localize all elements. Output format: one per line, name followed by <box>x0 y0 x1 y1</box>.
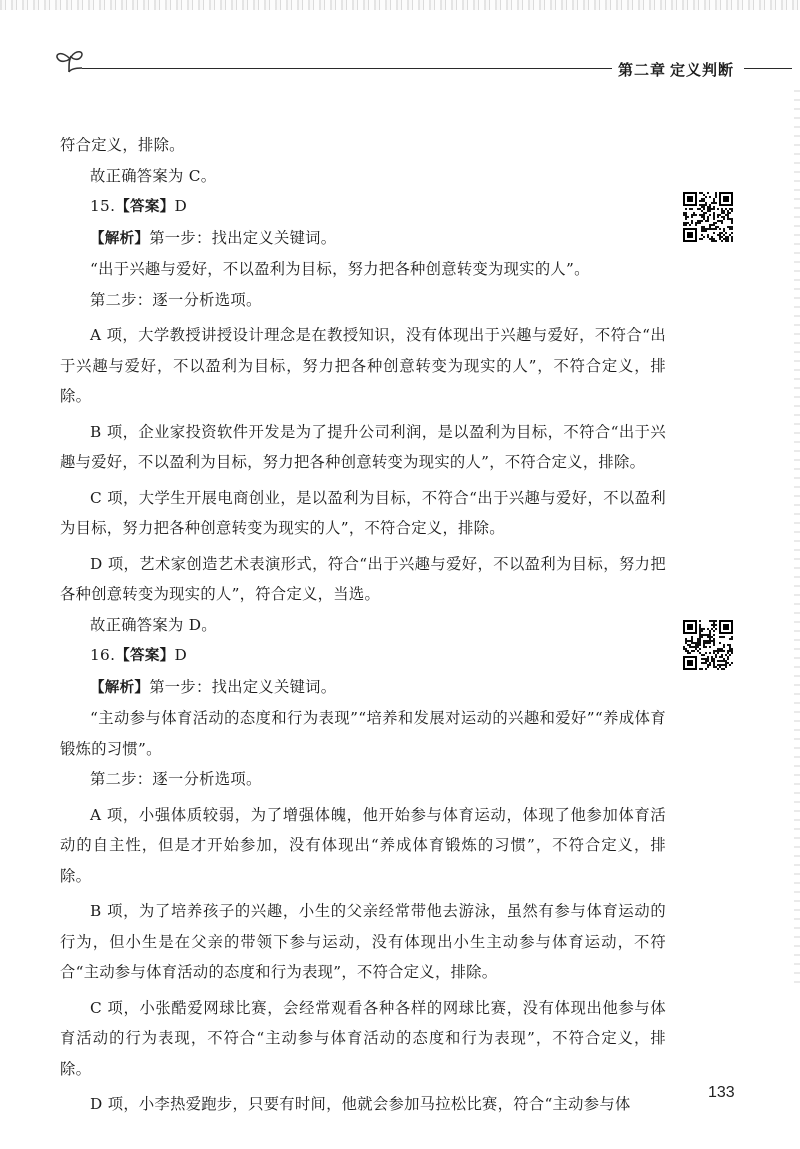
option-c: C 项，大学生开展电商创业，是以盈利为目标，不符合“出于兴趣与爱好，不以盈利为目标，努力把各种创意转变为现实的人”，不符合定义，排除。 <box>60 488 666 537</box>
answer-value: D <box>174 197 188 215</box>
paragraph: 故正确答案为 C。 <box>90 166 217 185</box>
answer-tag: 【答案】 <box>115 648 175 664</box>
definition-keywords: “主动参与体育活动的态度和行为表现”“培养和发展对运动的兴趣和爱好”“养成体育锻炼的习惯”。 <box>60 709 666 758</box>
page-number: 133 <box>708 1084 735 1101</box>
chapter-label: 第二章 <box>618 61 667 79</box>
qr-code-icon[interactable] <box>683 620 733 670</box>
paragraph: 第二步：逐一分析选项。 <box>90 290 262 309</box>
header-rule-right <box>744 68 792 69</box>
answer-line-16 <box>60 640 666 672</box>
option-c: C 项，小张酷爱网球比赛，会经常观看各种各样的网球比赛，没有体现出他参与体育活动的行为表现，不符合“主动参与体育活动的态度和行为表现”，不符合定义，排除。 <box>60 998 666 1078</box>
header-rule <box>82 68 638 69</box>
analysis-tag: 【解析】 <box>90 230 150 247</box>
analysis-line-16 <box>60 672 666 704</box>
option-b: B 项，企业家投资软件开发是为了提升公司利润，是以盈利为目标，不符合“出于兴趣与爱好，不以盈利为目标，努力把各种创意转变为现实的人”，不符合定义，排除。 <box>60 422 666 471</box>
definition-keywords: “出于兴趣与爱好，不以盈利为目标，努力把各种创意转变为现实的人”。 <box>90 260 590 278</box>
running-header <box>52 46 792 86</box>
chapter-heading <box>612 59 792 80</box>
option-a: A 项，小强体质较弱，为了增强体魄，他开始参与体育运动，体现了他参加体育活动的自主性，但是才开始参加，没有体现出“养成体育锻炼的习惯”，不符合定义，排除。 <box>60 805 666 885</box>
paragraph: 符合定义，排除。 <box>60 136 185 154</box>
paragraph: 故正确答案为 D。 <box>90 615 217 634</box>
analysis-text: 第一步：找出定义关键词。 <box>149 677 337 696</box>
answer-tag: 【答案】 <box>115 199 175 215</box>
analysis-text: 第一步：找出定义关键词。 <box>149 228 337 247</box>
analysis-tag: 【解析】 <box>90 679 150 696</box>
option-b: B 项，为了培养孩子的兴趣，小生的父亲经常带他去游泳，虽然有参与体育运动的行为，但小生是在父亲的带领下参与运动，没有体现出小生主动参与体育运动，不符合“主动参与体育活动的态度和行为表现”，不符合定义，排除。 <box>60 902 666 981</box>
option-d: D 项，艺术家创造艺术表演形式，符合“出于兴趣与爱好，不以盈利为目标，努力把各种创意转变为现实的人”，符合定义，当选。 <box>60 554 666 603</box>
option-d: D 项，小李热爱跑步，只要有时间，他就会参加马拉松比赛，符合“主动参与体 <box>90 1095 631 1113</box>
answer-line-15 <box>60 191 666 223</box>
answer-value: D <box>174 646 188 664</box>
scan-noise-right <box>794 90 800 990</box>
chapter-title: 定义判断 <box>670 61 735 79</box>
paragraph: 第二步：逐一分析选项。 <box>90 770 262 788</box>
answer-explanations <box>60 130 666 1120</box>
option-a: A 项，大学教授讲授设计理念是在教授知识，没有体现出于兴趣与爱好，不符合“出于兴趣与爱好，不以盈利为目标，努力把各种创意转变为现实的人”，不符合定义，排除。 <box>60 326 666 405</box>
scan-noise-top <box>0 0 800 10</box>
sprout-icon <box>52 46 88 78</box>
analysis-line-15 <box>60 223 666 255</box>
qr-code-icon[interactable] <box>683 192 733 242</box>
question-number: 16. <box>90 646 116 664</box>
question-number: 15. <box>90 197 116 215</box>
